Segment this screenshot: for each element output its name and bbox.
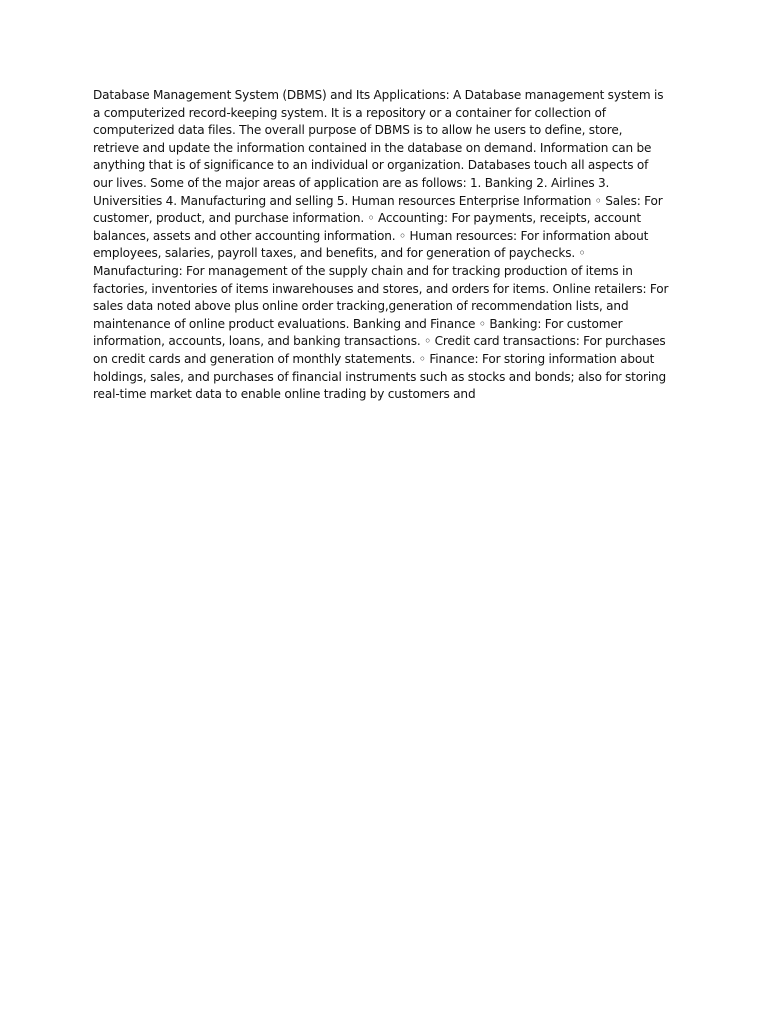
body-paragraph: Database Management System (DBMS) and Its Applications: A Database management system is a computerized record-keeping system. It is a repository or a container for collection of computerized data files. The overall purpose of DBMS is to allow he users to define, store, retrieve and update the information contained in the database on demand. Information can be anything that is of significance to an individual or organization. Databases touch all aspects of our lives. Some of the major areas of application are as follows: 1. Banking 2. Airlines 3. Universities 4. Manufacturing and selling 5. Human resources Enterprise Information ◦ Sales: For customer, product, and purchase information. ◦ Accounting: For payments, receipts, account balances, assets and other accounting information. ◦ Human resources: For information about employees, salaries, payroll taxes, and benefits, and for generation of paychecks. ◦ Manufacturing: For management of the supply chain and for tracking production of items in factories, inventories of items inwarehouses and stores, and orders for items. Online retailers: For sales data noted above plus online order tracking,generation of recommendation lists, and maintenance of online product evaluations. Banking and Finance ◦ Banking: For customer information, accounts, loans, and banking transactions. ◦ Credit card transactions: For purchases on credit cards and generation of monthly statements. ◦ Finance: For storing information about holdings, sales, and purchases of financial instruments such as stocks and bonds; also for storing real-time market data to enable online trading by customers and: [93, 88, 669, 402]
